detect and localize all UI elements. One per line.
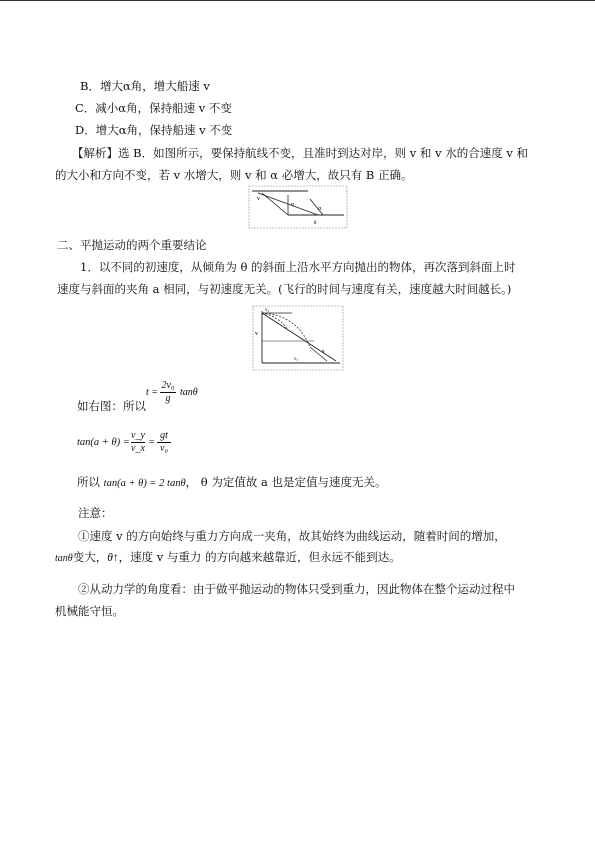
option-d: D．增大α角，保持船速 v 不变 xyxy=(75,123,233,137)
velocity-v xyxy=(262,193,288,215)
label-v0: v₀ xyxy=(265,308,270,313)
t-lhs: t = xyxy=(146,387,159,398)
t-rhs: tanθ xyxy=(180,387,198,398)
gt-v0-fraction xyxy=(157,430,171,454)
t-denominator: g xyxy=(160,392,176,404)
notes-heading: 注意： xyxy=(78,506,113,520)
so-formula: tan(a + θ) = 2 tanθ xyxy=(103,478,186,489)
vx: v_x xyxy=(131,443,145,454)
formula-intro: 如右图：所以 xyxy=(77,399,146,413)
label-alpha: α xyxy=(291,202,295,208)
option-b: B．增大α角，增大船速 v xyxy=(80,79,210,93)
conclusion-1-line-2: 速度与斜面的夹角 a 相同，与初速度无关。(飞行的时间与速度有关，速度越大时间越长。) xyxy=(57,282,512,296)
label-vx: vₓ xyxy=(294,357,298,362)
note-1-line-2 xyxy=(55,550,401,566)
projectile-incline-figure xyxy=(252,305,344,371)
incline-line xyxy=(262,313,336,361)
note-1-line-1: ①速度 v 的方向始终与重力方向成一夹角，故其始终为曲线运动，随着时间的增加， xyxy=(78,529,506,543)
boat-crossing-figure xyxy=(248,185,348,229)
header-rule xyxy=(0,0,595,1)
vy: v_y xyxy=(131,430,145,441)
analysis-line-1 xyxy=(72,146,528,160)
conclusion-formula-line xyxy=(77,475,387,491)
analysis-line-2: 的大小和方向不变，若 v 水增大，则 v 和 α 必增大，故只有 B 正确。 xyxy=(55,168,413,182)
label-bottom: θ xyxy=(314,221,317,226)
label-theta: θ xyxy=(322,350,325,355)
note-2-line-2: 机械能守恒。 xyxy=(55,604,124,618)
t-fraction xyxy=(160,380,176,404)
equals-sign: = xyxy=(148,437,156,448)
tan-lhs: tan(a + θ) = xyxy=(77,437,130,448)
v0: v₀ xyxy=(157,442,171,454)
note-mid: 变大， xyxy=(72,550,108,564)
so-suffix: ， θ 为定值故 a 也是定值与速度无关。 xyxy=(185,475,387,489)
note-2-line-1: ②从动力学的角度看：由于做平抛运动的物体只受到重力，因此物体在整个运动过程中 xyxy=(78,582,515,596)
gt: gt xyxy=(160,430,168,441)
section-heading: 二、平抛运动的两个重要结论 xyxy=(57,238,207,252)
label-v: v xyxy=(257,196,260,202)
option-c: C．减小α角，保持船速 v 不变 xyxy=(75,101,232,115)
t-numerator: 2v₀ xyxy=(161,380,175,391)
analysis-tag: 【解析】 xyxy=(72,146,118,160)
note-theta-up: θ↑ xyxy=(107,552,119,564)
analysis-text-1: 选 B．如图所示，要保持航线不变，且准时到达对岸，则 v 和 v 水的合速度 v 和 xyxy=(118,146,529,160)
so-prefix: 所以 xyxy=(77,475,100,489)
label-alpha-2: α xyxy=(318,206,322,212)
conclusion-1-line-1: 1．以不同的初速度，从倾角为 θ 的斜面上沿水平方向抛出的物体，再次落到斜面上时 xyxy=(80,260,516,274)
vy-vx-fraction xyxy=(131,430,145,454)
figure-border xyxy=(249,186,347,228)
note-tan-theta: tanθ xyxy=(55,553,73,564)
label-v: v xyxy=(255,331,258,337)
note-rest: ，速度 v 与重力 的方向越来越靠近，但永远不能到达。 xyxy=(118,550,401,564)
